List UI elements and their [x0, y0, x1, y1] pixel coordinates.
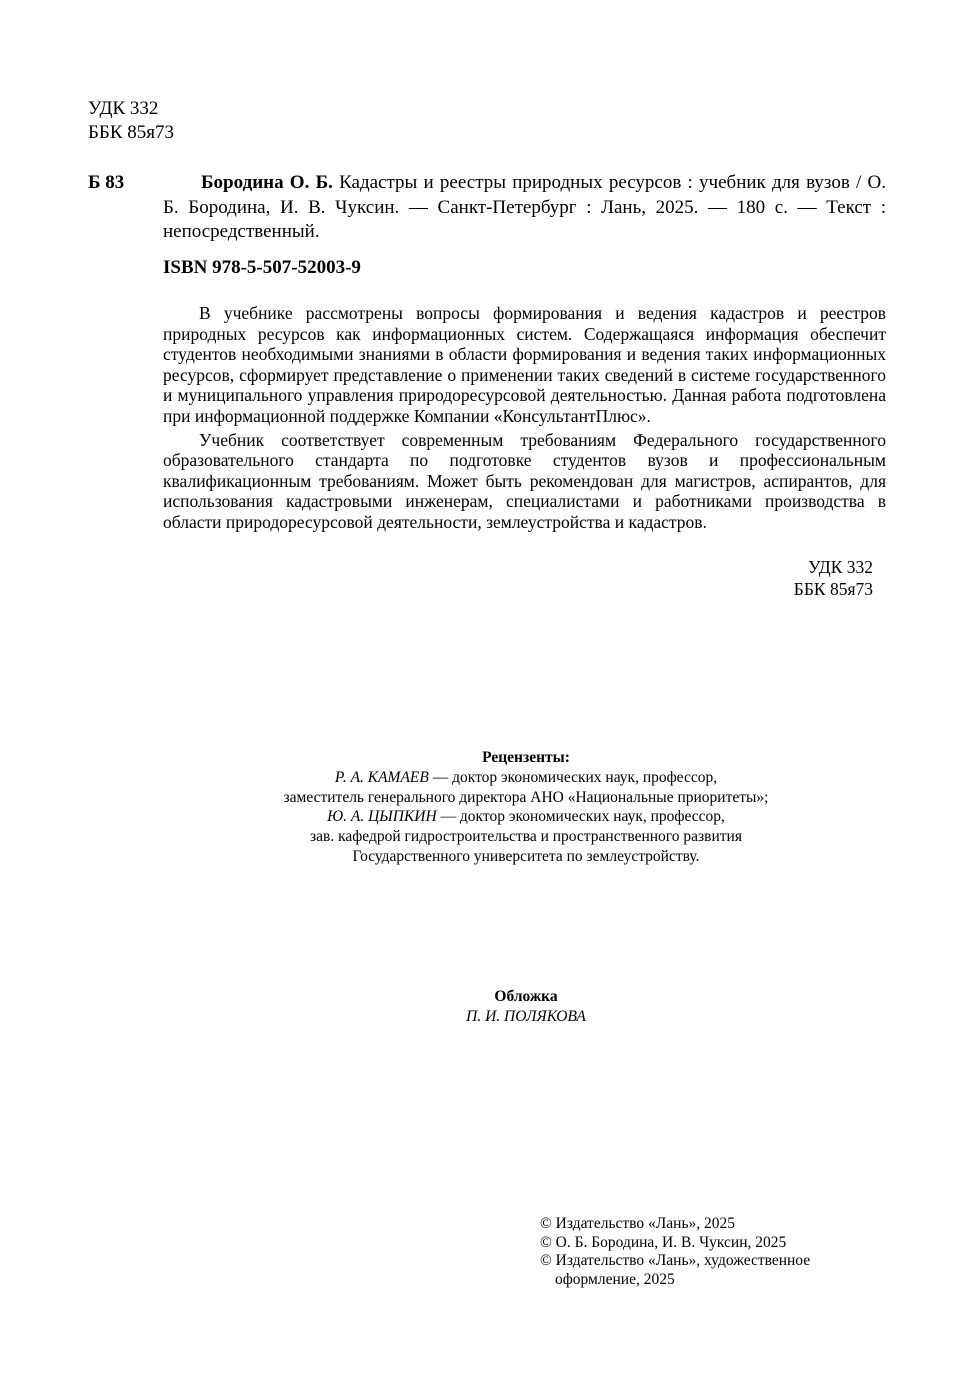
- reviewer-2: [0, 807, 976, 827]
- reviewer-1: [0, 768, 976, 788]
- copyright-line: © Издательство «Лань», художественное оформление, 2025: [540, 1252, 811, 1288]
- classification-block-bottom: [794, 556, 873, 600]
- author-mark: Б 83: [88, 172, 125, 193]
- cover-credit: [0, 987, 976, 1027]
- biblio-author: Бородина О. Б.: [201, 172, 333, 193]
- reviewer-2-name: Ю. А. ЦЫПКИН: [327, 808, 437, 826]
- reviewers-heading: Рецензенты:: [482, 749, 570, 766]
- isbn: ISBN 978-5-507-52003-9: [163, 257, 361, 278]
- copyright-block: [540, 1215, 860, 1289]
- reviewer-1-position: заместитель генерального директора АНО «Национальные приоритеты»;: [283, 788, 769, 806]
- cover-heading: Обложка: [494, 988, 558, 1005]
- udk-code: УДК 332: [88, 98, 159, 119]
- bbk-code: ББК 85я73: [88, 122, 174, 143]
- copyright-line: © О. Б. Бородина, И. В. Чуксин, 2025: [540, 1233, 787, 1251]
- classification-block: [88, 97, 174, 145]
- reviewers-block: [0, 748, 976, 867]
- bbk-code-bottom: ББК 85я73: [793, 579, 873, 599]
- reviewer-2-position: зав. кафедрой гидростроительства и пространственного развития: [310, 828, 742, 846]
- bibliographic-record: [163, 171, 886, 245]
- reviewer-2-degree: — доктор экономических наук, профессор,: [436, 808, 725, 826]
- annotation-paragraph: Учебник соответствует современным требованиям Федерального государственного образовательного стандарта по подготовке студентов вузов и профессиональным квалификационным требованиям. Может быть рекомендован для магистров, аспирантов, для использования кадастровыми инженерам, специалистами и работниками производства в области природоресурсовой деятельности, землеустройства и кадастров.: [163, 429, 886, 532]
- reviewer-1-degree: — доктор экономических наук, профессор,: [428, 768, 718, 786]
- biblio-text: Кадастры и реестры природных ресурсов : учебник для вузов / О. Б. Бородина, И. В. Чуксин. — Санкт-Петербург : Лань, 2025. — 180 с. — Текст : непосредственный.: [163, 172, 887, 242]
- reviewer-1-name: Р. А. КАМАЕВ: [334, 768, 429, 786]
- annotation-paragraph: В учебнике рассмотрены вопросы формирования и ведения кадастров и реестров природных ресурсов как информационных систем. Содержащаяся информация обеспечит студентов необходимыми знаниями в области формирования и ведения таких информационных ресурсов, сформирует представление о применении таких сведений в системе государственного и муниципального управления природоресурсовой деятельностью. Данная работа подготовлена при информационной поддержке Компании «КонсультантПлюс».: [163, 303, 886, 426]
- reviewer-2-affiliation: Государственного университета по землеустройству.: [352, 847, 700, 865]
- udk-code-bottom: УДК 332: [808, 557, 873, 577]
- cover-designer: П. И. ПОЛЯКОВА: [466, 1007, 586, 1025]
- annotation: [163, 303, 886, 536]
- copyright-line: © Издательство «Лань», 2025: [540, 1215, 736, 1232]
